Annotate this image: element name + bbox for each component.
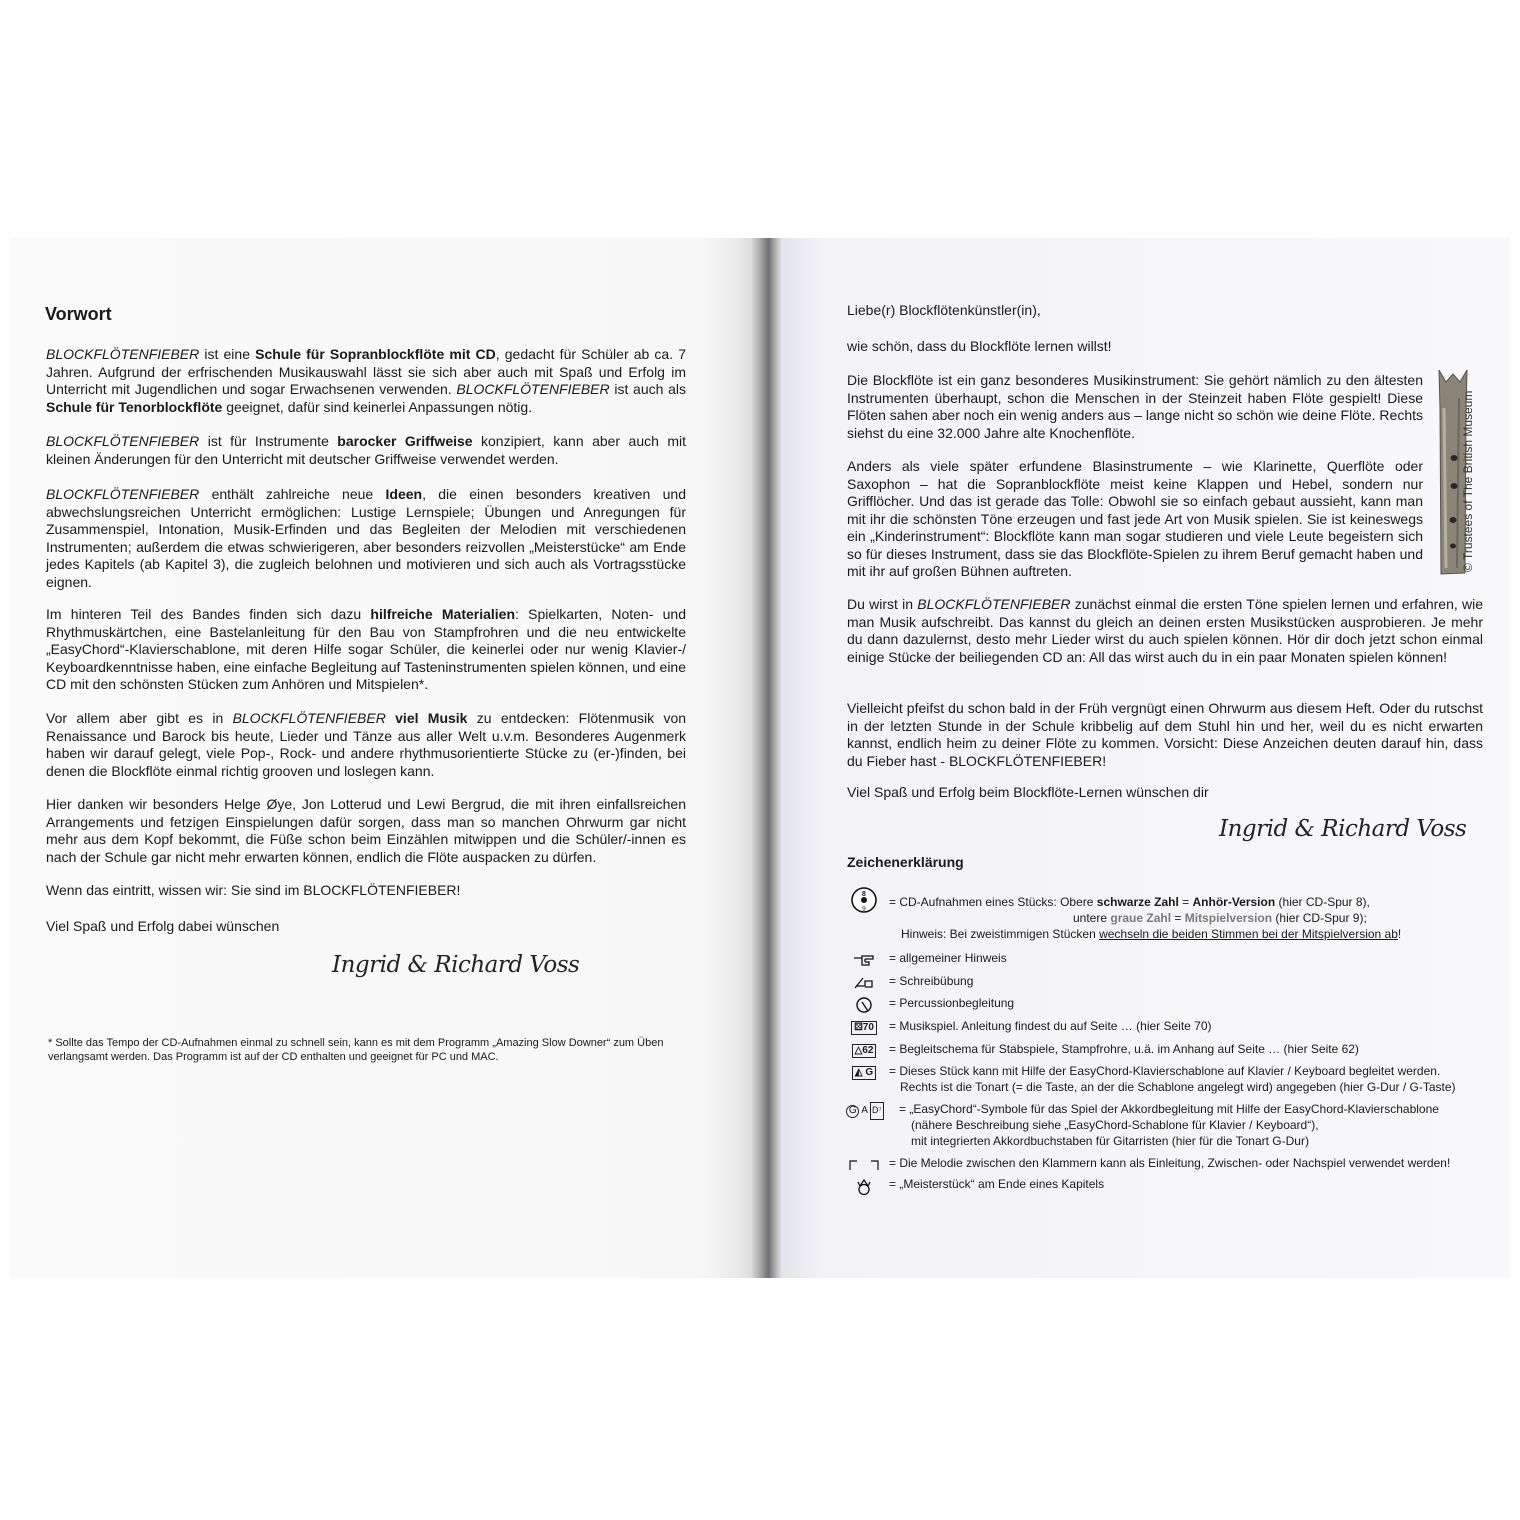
chord-d7-symbol: D⁷: [870, 1102, 884, 1120]
intro-paragraph-5: Vielleicht pfeifst du schon bald in der Früh vergnügt einen Ohrwurm aus diesem Heft. Oder du rutschst in der letzten Stunde in der Schule kribbelig auf dem Stuhl hin und her, weil du es nicht erwarten kannst, endlich heim zu deiner Flöte zu kommen. Vorsicht: Diese Anzeichen deuten darauf hin, dass du Fieber hast - BLOCKFLÖTENFIEBER!: [847, 700, 1483, 769]
preface-paragraph-8: Viel Spaß und Erfolg dabei wünschen: [46, 918, 280, 934]
legend-chord-symbols-entry: G A D⁷ = „EasyChord“-Symbole für das Spiel der Akkordbegleitung mit Hilfe der EasyChord-Klavierschablone (nähere Beschreibung siehe „EasyChord-Schablone für Klavier / Keyboard“), mit integrierten Akkordbuchstaben für Gitarristen (hier für die Tonart G-Dur): [847, 1102, 1487, 1152]
footnote: * Sollte das Tempo der CD-Aufnahmen einmal zu schnell sein, kann es mit dem Programm „Amazing Slow Downer“ zum Üben verlangsamt werden. Das Programm ist auf der CD enthalten und geeignet für PC und MAC.: [48, 1037, 664, 1063]
cd-icon-bottom-number: 9: [862, 906, 866, 913]
cd-icon-top-number: 8: [862, 891, 866, 898]
preface-paragraph-6: Hier danken wir besonders Helge Øye, Jon Lotterud und Lewi Bergrud, die mit ihren einfallsreichen Arrangements und fetzigen Einspielungen dafür sorgen, dass man so manchen Ohrwurm gar nicht mehr aus dem Kopf bekommt, die Füße schon beim Einzählen mitwippen und die Schüler/-innen es nach der Schule gar nicht mehr erwarten können, endlich die Flöte auspacken zu dürfen.: [46, 796, 686, 865]
legend-cd-entry: 8 9 = CD-Aufnahmen eines Stücks: Obere schwarze Zahl = Anhör-Version (hier CD-Spur 8), untere graue Zahl = Mitspielversion (hier CD-Spur 9); Hinweis: Bei zweistimmigen Stücken wechseln die beiden Stimmen bei der Mitspielversion ab!: [847, 891, 1487, 947]
preface-paragraph-2: BLOCKFLÖTENFIEBER ist für Instrumente barocker Griffweise konzipiert, kann aber auch mit kleinen Änderungen für den Unterricht mit deutscher Griffweise verwendet werden.: [46, 433, 686, 467]
music-game-icon: ⚄70: [847, 1019, 881, 1037]
book-spread: [10, 238, 1510, 1278]
preface-paragraph-7: Wenn das eintritt, wissen wir: Sie sind im BLOCKFLÖTENFIEBER!: [46, 882, 461, 898]
pointing-hand-icon: [847, 951, 881, 969]
page-title: Vorwort: [45, 304, 112, 324]
cd-icon: [847, 891, 881, 913]
book-gutter: [752, 238, 782, 1278]
greeting: Liebe(r) Blockflötenkünstler(in),: [847, 302, 1041, 318]
writing-hand-icon: [847, 974, 881, 992]
legend-easychord-entry: ◭ G = Dieses Stück kann mit Hilfe der EasyChord-Klavierschablone auf Klavier / Keyboard begleitet werden. Rechts ist die Tonart (= die Taste, an der die Schablone angelegt wird) angegeben (hier G-Dur / G-Taste): [847, 1064, 1487, 1098]
chord-symbols-icon: [841, 1102, 889, 1120]
chord-g-symbol: G: [846, 1105, 859, 1118]
preface-paragraph-5: Vor allem aber gibt es in BLOCKFLÖTENFIEBER viel Musik zu entdecken: Flötenmusik von Renaissance und Barock bis heute, Lieder und Tänze aus aller Welt u.v.m. Besonderes Augenmerk haben wir darauf gelegt, viele Pop-, Rock- und andere rhythmusorientierte Stücke zu (er-)finden, bei denen die Blockflöte einmal richtig grooven und loslegen kann.: [46, 710, 687, 779]
preface-paragraph-1: BLOCKFLÖTENFIEBER ist eine Schule für Sopranblockflöte mit CD, gedacht für Schüler ab ca. 7 Jahren. Aufgrund der erfrischenden Musikauswahl lässt sie sich aber auch mit Spaß und Erfolg im Unterricht mit Jugendlichen und sogar Erwachsenen verwenden. BLOCKFLÖTENFIEBER ist auch als Schule für Tenorblockflöte geeignet, dafür sind keinerlei Anpassungen nötig.: [46, 346, 687, 415]
bracket-icon: [847, 1156, 881, 1174]
percussion-icon: [847, 996, 881, 1014]
intro-paragraph-4: Du wirst in BLOCKFLÖTENFIEBER zunächst einmal die ersten Töne spielen lernen und erfahren, wie man Musik aufschreibt. Das kannst du gleich an deinen ersten Musikstücken ausprobieren. Je mehr du dann dazulernst, desto mehr Lieder wirst du auch spielen können. Hör dir doch jetzt schon einmal einige Stücke der beiliegenden CD an: All das wirst auch du in ein paar Monaten spielen können!: [847, 596, 1483, 665]
intro-paragraph-1: wie schön, dass du Blockflöte lernen willst!: [847, 338, 1112, 354]
signature: Ingrid & Richard Voss: [1219, 816, 1467, 842]
easychord-template-icon: ◭ G: [847, 1064, 881, 1082]
left-page: [10, 238, 762, 1278]
right-page: Liebe(r) Blockflötenkünstler(in), wie schön, dass du Blockflöte lernen willst! Die Blockflöte ist ein ganz besonderes Musikinstrument: Sie gehört nämlich zu den ältesten Instrumenten überhaupt, schon die Menschen in der Steinzeit haben Flöte gespielt! Diese Flöten sahen aber noch ein wenig anders aus – lange nicht so schön wie deine Flöte. Rechts siehst du eine 32.000 Jahre alte Knochenflöte. Anders als viele später erfundene Blasinstrumente – wie Klarinette, Querflöte oder Saxophon – hat die Sopranblockflöte meist keine Klappen und Hebel, sondern nur Grifflöcher. Und das ist gerade das Tolle: Obwohl sie so einfach gebaut aussieht, kann man mit ihr die schönsten Töne erzeugen und fast jede Art von Musik spielen. Sie ist keineswegs ein „Kinderinstrument“: Blockflöte kann man sogar studieren und viele Leute begeistern sich so für dieses Instrument, dass sie das Blockflöte-Spielen zu ihrem Beruf gemacht haben und mit ihr auf großen Bühnen auftreten. © Trustees of The British Museum Du wirst in BLOCKFLÖTENFIEBER zunächst einmal die ersten Töne spielen lernen und erfahren, wie man Musik aufschreibt. Das kannst du gleich an deinen ersten Musikstücken ausprobieren. Je mehr du dann dazulernst, desto mehr Lieder wirst du auch spielen können. Hör dir doch jetzt schon einmal einige Stücke der beiliegenden CD an: All das wirst auch du in ein paar Monaten spielen können! Vielleicht pfeifst du schon bald in der Früh vergnügt einen Ohrwurm aus diesem Heft. Oder du rutschst in der letzten Stunde in der Schule kribbelig auf dem Stuhl hin und her, weil du es nicht erwarten kannst, endlich heim zu deiner Flöte zu kommen. Vorsicht: Diese Anzeichen deuten darauf hin, dass du Fieber hast - BLOCKFLÖTENFIEBER! Viel Spaß und Erfolg beim Blockflöte-Lernen wünschen dir Ingrid & Richard Voss Zeichenerklärung 8 9 = CD-Aufnahmen eines Stücks: Obere schwarze Zahl = Anhör-Version (hier CD-Spur 8), untere graue Zahl = Mitspielversion (hier CD-Spur 9); Hinweis: Bei zweistimmigen Stücken wechseln die beiden Stimmen bei der Mitspielversion ab! = allgemeiner Hinweis = Schreibübung = Percussionbegleitung ⚄70 = Musikspiel. Anleitung findest du auf Seite … (hier Seite 70) △62 = Begleitschema für Stabspiele, Stampfrohre, u.ä. im Anhang auf Seite … (hier Seite 62) ◭ G = Dieses Stück kann mit Hilfe der EasyChord-Klavierschablone auf Klavier / Keyboard begleitet werden. Rechts ist die Tonart (= die Taste, an der die Schablone angelegt wird) angegeben (hier G-Dur / G-Taste) G A D⁷ = „EasyChord“-Symbole für das Spiel der Akkordbegleitung mit Hilfe der EasyChord-Klavierschablone (nähere Beschreibung siehe „EasyChord-Schablone für Klavier / Keyboard“), mit integrierten Akkordbuchstaben für Gitarristen (hier für die Tonart G-Dur) = Die Melodie zwischen den Klammern kann als Einleitung, Zwischen- oder Nachspiel verwendet werden! = „Meisterstück“ am Ende eines Kapitels: [782, 238, 1510, 1278]
preface-paragraph-4: Im hinteren Teil des Bandes finden sich dazu hilfreiche Materialien: Spielkarten, Noten- und Rhythmuskärtchen, eine Bastelanleitung für den Bau von Stampfrohren und die neu entwickelte „EasyChord“-Klavierschablone, mit deren Hilfe sogar Schüler, die keinerlei oder nur wenig Klavier-/ Keyboardkenntnisse haben, eine einfache Begleitung auf Tasteninstrumenten spielen können, und eine CD mit den schönsten Stücken zum Anhören und Mitspielen*.: [46, 606, 686, 692]
intro-paragraph-3: Anders als viele später erfundene Blasinstrumente – wie Klarinette, Querflöte oder Saxophon – hat die Sopranblockflöte meist keine Klappen und Hebel, sondern nur Grifflöcher. Und das ist gerade das Tolle: Obwohl sie so einfach gebaut aussieht, kann man mit ihr die schönsten Töne erzeugen und fast jede Art von Musik spielen. Sie ist keineswegs ein „Kinderinstrument“: Blockflöte kann man sogar studieren und viele Leute begeistern sich so für dieses Instrument, dass sie das Blockflöte-Spielen zu ihrem Beruf gemacht haben und mit ihr auf großen Bühnen auftreten.: [847, 458, 1423, 579]
intro-paragraph-2: Die Blockflöte ist ein ganz besonderes Musikinstrument: Sie gehört nämlich zu den ältesten Instrumenten überhaupt, schon die Menschen in der Steinzeit haben Flöte gespielt! Diese Flöten sahen aber noch ein wenig anders aus – lange nicht so schön wie deine Flöte. Rechts siehst du eine 32.000 Jahre alte Knochenflöte.: [847, 372, 1423, 441]
crown-icon: [847, 1177, 881, 1195]
preface-paragraph-3: BLOCKFLÖTENFIEBER enthält zahlreiche neue Ideen, die einen besonders kreativen und abwechslungsreichen Unterricht ermöglichen: Lustige Lernspiele; Übungen und Anregungen für Zusammenspiel, Intonation, Musik-Erfinden und das Begleiten der Melodien mit verschiedenen Instrumenten; außerdem die etwas schwierigeren, aber besonders reizvollen „Meisterstücke“ am Ende jedes Kapitels (ab Kapitel 3), die zugleich belohnen und motivieren und sich auch als Vortragsstücke eignen.: [46, 486, 686, 590]
legend-title: Zeichenerklärung: [847, 854, 964, 870]
photo-credit: © Trustees of The British Museum: [1461, 390, 1475, 572]
intro-paragraph-6: Viel Spaß und Erfolg beim Blockflöte-Lernen wünschen dir: [847, 784, 1209, 800]
accompaniment-scheme-icon: △62: [847, 1042, 881, 1060]
signature: Ingrid & Richard Voss: [332, 952, 580, 978]
chord-a-symbol: A: [861, 1105, 868, 1117]
